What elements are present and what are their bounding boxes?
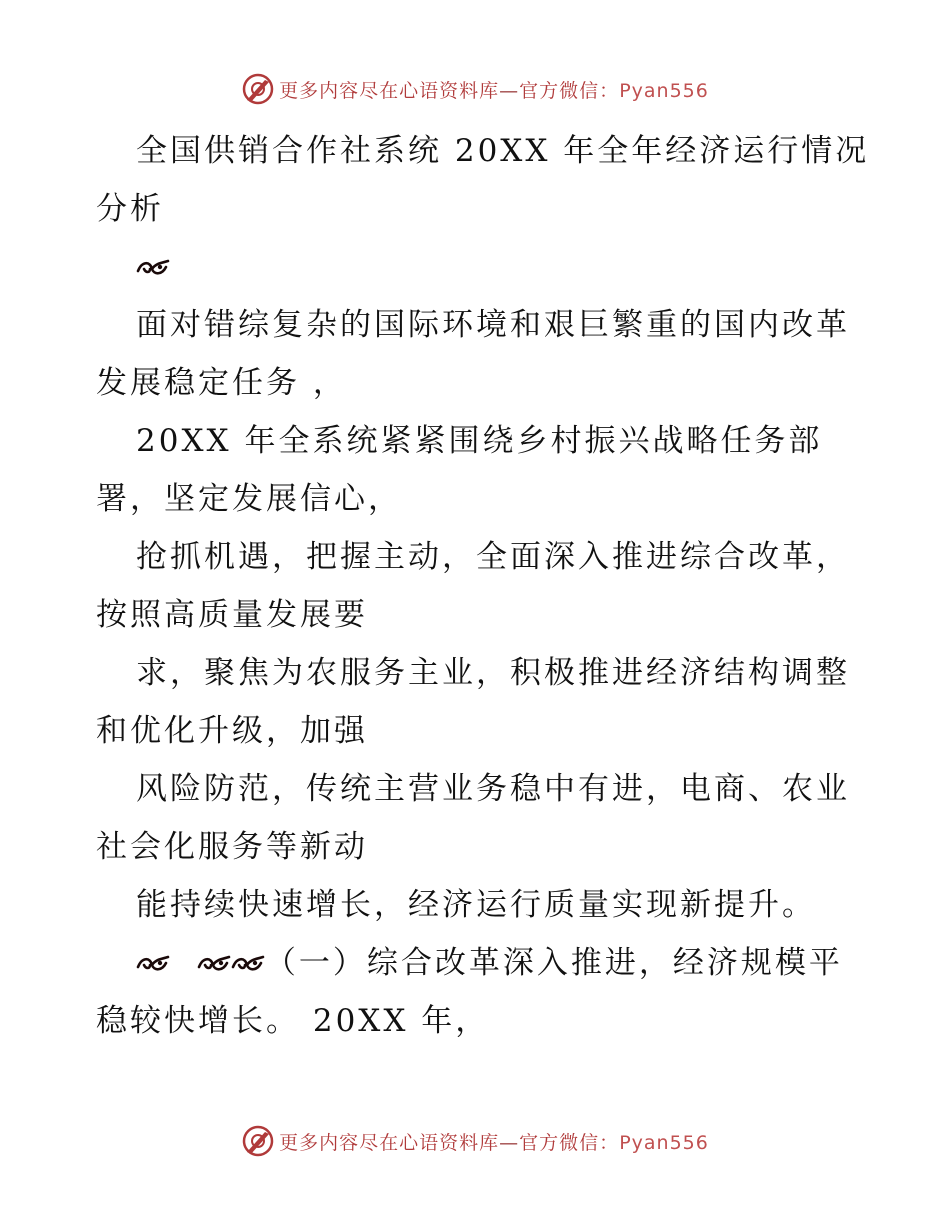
watermark-label: 官方微信： <box>519 1131 620 1154</box>
pen-seal-icon <box>241 1124 275 1158</box>
vine-ornament-icon <box>197 953 231 975</box>
watermark-brand: 更多内容尽在心语资料库 <box>279 79 500 102</box>
paragraph-line: 风险防范，传统主营业务稳中有进，电商、农业 <box>136 771 850 807</box>
document-title-continued: 分析 <box>96 191 164 227</box>
section-heading: （一）综合改革深入推进，经济规模平 <box>264 945 843 981</box>
document-title: 全国供销合作社系统 20XX 年全年经济运行情况 <box>136 133 870 169</box>
watermark-text <box>279 76 709 103</box>
paragraph-line: 能持续快速增长，经济运行质量实现新提升。 <box>136 887 816 923</box>
paragraph-line: 社会化服务等新动 <box>96 829 368 865</box>
paragraph-line: 求，聚焦为农服务主业，积极推进经济结构调整 <box>136 655 850 691</box>
vine-ornament-icon <box>136 257 170 279</box>
watermark-label: 官方微信： <box>519 79 620 102</box>
pen-seal-icon <box>241 72 275 106</box>
watermark-id: Pyan556 <box>619 79 709 102</box>
paragraph-line: 稳较快增长。 20XX 年， <box>96 1003 490 1039</box>
document-body <box>96 122 870 1050</box>
watermark-separator: — <box>499 1131 520 1154</box>
section-heading-line <box>96 934 856 992</box>
vine-ornament-icon <box>231 953 265 975</box>
paragraph-line: 面对错综复杂的国际环境和艰巨繁重的国内改革 <box>136 307 850 343</box>
watermark-text <box>279 1128 709 1155</box>
paragraph-line: 署，坚定发展信心， <box>96 481 402 517</box>
paragraph-line: 20XX 年全系统紧紧围绕乡村振兴战略任务部 <box>136 423 823 459</box>
vine-ornament-icon <box>136 953 170 975</box>
watermark-id: Pyan556 <box>619 1131 709 1154</box>
watermark-separator: — <box>499 79 520 102</box>
paragraph-line: 发展稳定任务 ， <box>96 365 347 401</box>
footer-watermark <box>0 1124 950 1158</box>
header-watermark <box>0 72 950 106</box>
paragraph-line: 和优化升级，加强 <box>96 713 368 749</box>
watermark-brand: 更多内容尽在心语资料库 <box>279 1131 500 1154</box>
paragraph-line: 按照高质量发展要 <box>96 597 368 633</box>
ornament-line <box>96 238 856 296</box>
paragraph-line: 抢抓机遇，把握主动，全面深入推进综合改革， <box>136 539 850 575</box>
